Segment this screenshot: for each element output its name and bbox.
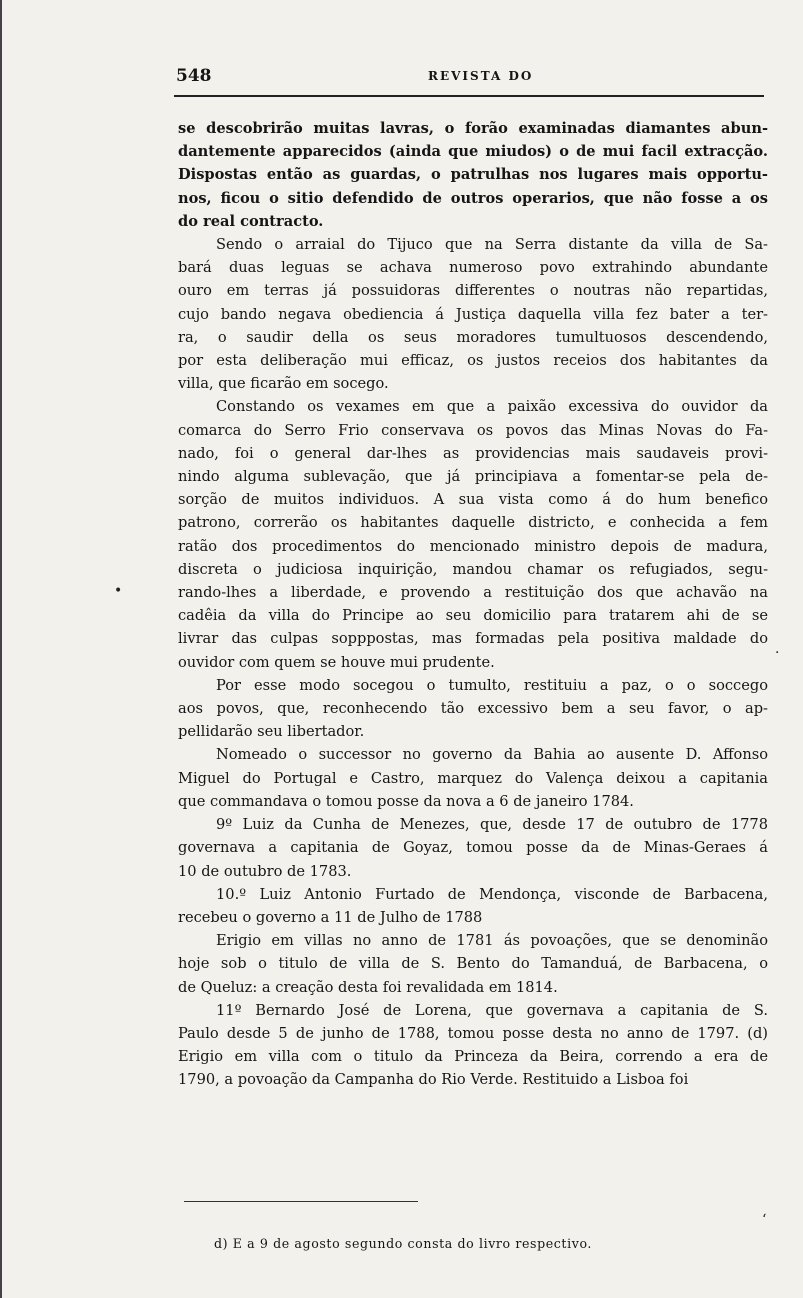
text-line: hoje sob o titulo de villa de S. Bento do Tamanduá, de Barbacena, o: [178, 955, 768, 973]
text-line: pellidarão seu libertador.: [178, 723, 365, 741]
text-line: rando-lhes a liberdade, e provendo a restituição dos que achavão na: [178, 584, 768, 602]
text-line: Sendo o arraial do Tijuco que na Serra distante da villa de Sa-: [216, 236, 768, 254]
paragraph: [178, 395, 768, 673]
page-header: [176, 66, 762, 88]
text-line: villa, que ficarão em socego.: [178, 375, 389, 393]
paragraph: [178, 813, 768, 883]
text-line: nos, ficou o sitio defendido de outros operarios, que não fosse a os: [178, 189, 768, 207]
text-line: por esta deliberação mui efficaz, os justos receios dos habitantes da: [178, 352, 768, 370]
paragraph: [178, 929, 768, 999]
text-line: 9º Luiz da Cunha de Menezes, que, desde 17 de outubro de 1778: [216, 816, 768, 834]
text-line: Erigio em villas no anno de 1781 ás povoações, que se denominão: [216, 932, 768, 950]
running-title: REVISTA DO: [428, 69, 534, 83]
paragraph: [178, 233, 768, 395]
header-rule: [174, 95, 764, 97]
text-line: Miguel do Portugal e Castro, marquez do Valença deixou a capitania: [178, 769, 768, 787]
footnote-rule: [184, 1201, 418, 1202]
text-line: patrono, correrão os habitantes daquelle districto, e conhecida a fem: [178, 514, 768, 532]
text-line: aos povos, que, reconhecendo tão excessivo bem a seu favor, o ap-: [178, 700, 768, 718]
text-line: 10.º Luiz Antonio Furtado de Mendonça, visconde de Barbacena,: [216, 885, 768, 903]
text-line: Erigio em villa com o titulo da Princeza da Beira, correndo a era de: [178, 1048, 768, 1066]
paragraph: [178, 999, 768, 1092]
text-line: Paulo desde 5 de junho de 1788, tomou posse desta no anno de 1797. (d): [178, 1024, 768, 1042]
text-line: ra, o saudir della os seus moradores tumultuosos descendendo,: [178, 328, 768, 346]
text-line: nado, foi o general dar-lhes as providencias mais saudaveis provi-: [178, 444, 768, 462]
text-line: 1790, a povoação da Campanha do Rio Verde. Restituido a Lisboa foi: [178, 1071, 689, 1089]
paragraph: [178, 117, 768, 233]
text-line: Dispostas então as guardas, o patrulhas nos lugares mais opportu-: [178, 166, 768, 184]
paragraph: [178, 743, 768, 813]
footnote: d) E a 9 de agosto segundo consta do livro respectivo.: [214, 1236, 593, 1251]
text-line: de Queluz: a creação desta foi revalidada em 1814.: [178, 978, 558, 996]
text-line: cadêia da villa do Principe ao seu domicilio para tratarem ahi de se: [178, 607, 768, 625]
text-line: recebeu o governo a 11 de Julho de 1788: [178, 908, 483, 926]
text-line: sorção de muitos individuos. A sua vista como á do hum benefico: [178, 491, 768, 509]
text-line: nindo alguma sublevação, que já principiava a fomentar-se pela de-: [178, 468, 768, 486]
text-line: ouro em terras já possuidoras differentes o noutras não repartidas,: [178, 282, 768, 300]
text-line: Por esse modo socegou o tumulto, restituiu a paz, o o soccego: [216, 676, 768, 694]
margin-dot: •: [114, 583, 123, 599]
text-line: 10 de outubro de 1783.: [178, 862, 352, 880]
text-line: Constando os vexames em que a paixão excessiva do ouvidor da: [216, 398, 768, 416]
text-line: cujo bando negava obediencia á Justiça daquella villa fez bater a ter-: [178, 305, 768, 323]
page-number: 548: [176, 66, 212, 86]
text-line: dantemente apparecidos (ainda que miudos) o de mui facil extracção.: [178, 143, 768, 161]
text-line: do real contracto.: [178, 212, 324, 230]
body-text: [178, 117, 768, 1092]
paragraph: [178, 883, 768, 929]
text-line: se descobrirão muitas lavras, o forão examinadas diamantes abun-: [178, 120, 768, 137]
text-line: Nomeado o successor no governo da Bahia ao ausente D. Affonso: [216, 746, 768, 764]
scan-edge: [0, 0, 2, 1298]
paragraph: [178, 674, 768, 744]
text-line: discreta o judiciosa inquirição, mandou chamar os refugiados, segu-: [178, 560, 768, 578]
text-line: governava a capitania de Goyaz, tomou posse da de Minas-Geraes á: [178, 839, 768, 857]
text-line: bará duas leguas se achava numeroso povo extrahindo abundante: [178, 259, 768, 277]
text-line: ouvidor com quem se houve mui prudente.: [178, 653, 495, 671]
text-line: ratão dos procedimentos do mencionado ministro depois de madura,: [178, 537, 768, 555]
text-line: que commandava o tomou posse da nova a 6 de janeiro 1784.: [178, 792, 634, 810]
text-line: comarca do Serro Frio conservava os povos das Minas Novas do Fa-: [178, 421, 768, 439]
text-line: 11º Bernardo José de Lorena, que governava a capitania de S.: [216, 1001, 768, 1019]
margin-dot: ·: [775, 645, 780, 661]
margin-mark: ‘: [762, 1212, 767, 1228]
text-line: livrar das culpas sopppostas, mas formadas pela positiva maldade do: [178, 630, 768, 648]
